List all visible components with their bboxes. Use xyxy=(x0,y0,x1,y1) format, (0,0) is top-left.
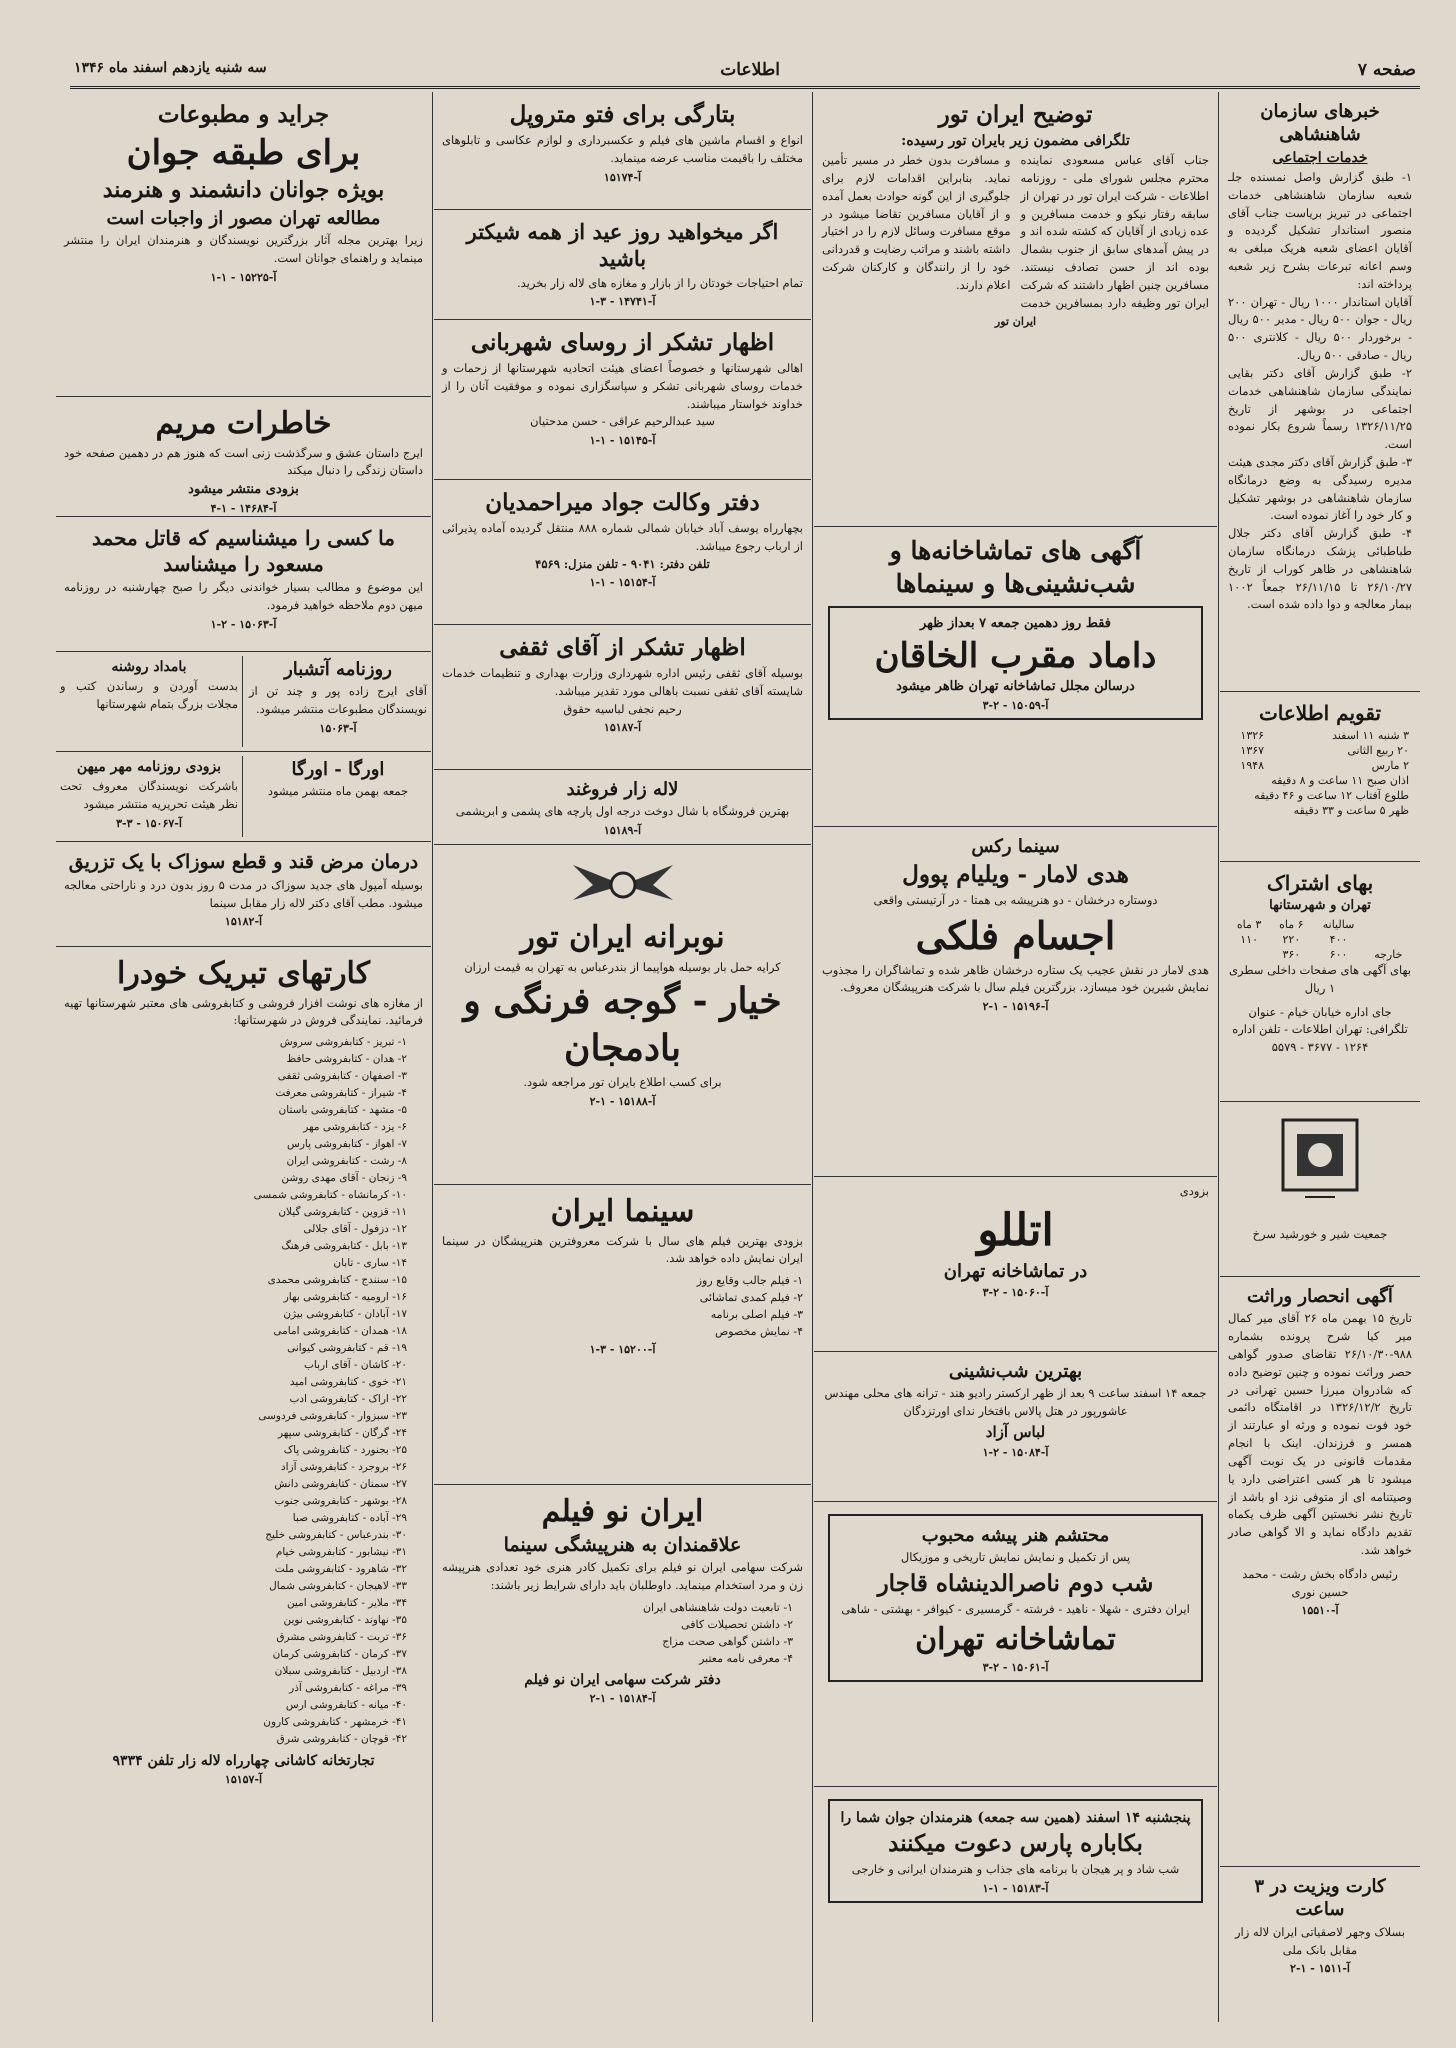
ad-text: پس از تکمیل و نمایش نمایش تاریخی و موزیکال xyxy=(900,1550,1131,1565)
ad-subtitle: تلگرافی مضمون زیر بایران تور رسیده: xyxy=(901,132,1130,149)
notice-sign: رئیس دادگاه بخش رشت - محمد حسین نوری xyxy=(1242,1566,1398,1599)
ad-title: نوبرانه ایران تور xyxy=(520,920,725,955)
atashbar-ad xyxy=(249,656,427,747)
list-item: ۱۹- قم - کتابفروشی کیوانی xyxy=(287,1342,407,1355)
issue-date: سه شنبه یازدهم اسفند ماه ۱۳۴۶ xyxy=(74,60,267,76)
list-item: ۱۶- ارومیه - کتابفروشی بهار xyxy=(283,1291,407,1304)
list-item: ۵- مشهد - کتابفروشی باستان xyxy=(278,1104,407,1117)
royal-org-news xyxy=(1220,92,1420,692)
column-1 xyxy=(1220,92,1420,2022)
ad-text: جمعه بهمن ماه منتشر میشود xyxy=(267,784,409,799)
news-title: خبرهای سازمان شاهنشاهی xyxy=(1260,101,1380,146)
cinema-name: سینما رکس xyxy=(971,836,1060,857)
ad-ref: آ-۱۵۱۸۳ - ۱-۱ xyxy=(982,1881,1049,1895)
list-item: ۳- فیلم اصلی برنامه xyxy=(710,1308,803,1322)
ad-ref: آ-۱۵۰۶۰ - ۲-۳ xyxy=(982,1286,1049,1300)
ad-head: پنجشنبه ۱۴ اسفند (همین سه جمعه) هنرمندان جوان شما را xyxy=(840,1810,1191,1826)
ad-title: بامداد روشنه xyxy=(111,659,187,675)
subscription-title: بهای اشتراک xyxy=(1266,871,1374,895)
ad-title: اورگا - اورگا xyxy=(291,759,385,780)
list-item: ۲- داشتن تحصیلات کافی xyxy=(681,1617,793,1631)
thanks-saghafi-ad xyxy=(434,625,811,770)
list-item: ۴- معرفی نامه معتبر xyxy=(699,1651,793,1665)
column-rule xyxy=(812,92,813,2022)
ad-ref: آ-۱۵۱۷۴ xyxy=(603,170,642,184)
ad-ref: آ-۱۵۰۸۴ - ۲-۱ xyxy=(982,1445,1049,1459)
ad-title: لاله زار فروغند xyxy=(566,779,679,800)
ad-title: محتشم هنر پیشه محبوب xyxy=(921,1525,1110,1546)
ad-subtitle: علاقمندان به هنرپیشگی سینما xyxy=(503,1533,742,1556)
medical-ad xyxy=(56,842,431,947)
ad-title: دفتر وکالت جواد میراحمدیان xyxy=(485,489,760,516)
ad-ref: آ-۱۴۷۴۱ - ۳-۱ xyxy=(589,295,656,309)
newspapers-row xyxy=(56,652,431,752)
soiree-ad xyxy=(814,1352,1217,1502)
ad-ref: ایران تور xyxy=(994,315,1037,329)
ad-text: اهالی شهرستانها و خصوصاً اعضای هیئت اتحادیه شهرستانها از زحمات و خدمات روسای شهربانی تشکر و سپاسگزاری نموده و موفقیت آنان را از خداوند خواستار میباشند. xyxy=(442,360,803,411)
theatre-ad-frame xyxy=(828,606,1203,720)
bamdad-ad xyxy=(60,656,243,747)
list-item: ۲۷- سمنان - کتابفروشی دانش xyxy=(274,1478,407,1491)
news-subtitle: خدمات اجتماعی xyxy=(1272,149,1368,166)
ad-ref: آ-۱۵۱۸۲ xyxy=(224,915,263,929)
list-item: ۱۸- همدان - کتابفروشی امامی xyxy=(273,1325,407,1338)
news-paragraph: ۳- طبق گزارش آقای دکتر مجدی هیئت مدیره رسیدگی به وضع درمانگاه سازمان شاهنشاهی در بوشهر تشکیل و کار خود را آغاز نموده است. xyxy=(1228,454,1412,523)
play-title: شب دوم ناصرالدینشاه قاجار xyxy=(877,1570,1154,1598)
ad-ref: آ-۱۵۵۱۰ xyxy=(1301,1604,1339,1618)
ad-title: درمان مرض قند و قطع سوزاک با یک تزریق xyxy=(68,851,419,873)
cinema-iran-ad xyxy=(434,1185,811,1485)
ad-ref: آ-۱۵۰۶۳ xyxy=(319,722,357,736)
list-item: ۲۹- آباده - کتابفروشی صبا xyxy=(292,1512,407,1525)
notice-title: آگهی انحصار وراثت xyxy=(1247,1286,1393,1307)
ad-sign: سید عبدالرحیم عراقی - حسن مدحتیان xyxy=(530,414,715,429)
play-title: اتللو xyxy=(977,1204,1054,1256)
winged-emblem-icon xyxy=(563,855,683,915)
play-cast: ایران دفتری - شهلا - ناهید - فرشته - گرمسیری - کیوافر - بهشتی - شاهی xyxy=(841,1602,1190,1617)
list-item: ۹- زنجان - آقای مهدی روشن xyxy=(281,1172,407,1185)
news-paragraph: آقایان استاندار ۱۰۰۰ ریال - تهران ۲۰۰ ریال - جوان ۵۰۰ ریال - مدیر ۵۰۰ ریال - برخوردار ۵۰۰ ریال - کلانتری ۵۰۰ ریال - صادقی ۵۰۰ ریال. xyxy=(1228,294,1412,363)
cabaret-pars-ad xyxy=(814,1787,1217,2022)
lalehzar-shop-ad xyxy=(434,770,811,845)
ad-place: در تماشاخانه تهران xyxy=(943,1260,1088,1282)
list-item: ۲۵- بجنورد - کتابفروشی پاک xyxy=(283,1444,407,1457)
ad-text: انواع و اقسام ماشین های فیلم و عکسبرداری و لوازم عکاسی و تابلوهای مختلف را باقیمت مناسب عرضه مینماید. xyxy=(442,132,803,165)
ad-title: برای طبقه جوان xyxy=(126,132,361,173)
list-item: ۱۰- کرمانشاه - کتابفروشی شمسی xyxy=(253,1189,407,1202)
ad-title: خاطرات مریم xyxy=(155,406,332,441)
section-title: جراید و مطبوعات xyxy=(157,101,330,128)
calendar-row: ۲۰ ربیع الثانی ۱۳۶۷ xyxy=(1240,744,1409,757)
ad-text: زیرا بهترین مجله آثار بزرگترین نویسندگان و هنرمندان ایران را منتشر مینماید و راهنمای جوانان است. xyxy=(64,233,423,266)
masoud-murder-ad xyxy=(56,517,431,652)
ad-text: بهترین فروشگاه با شال دوخت درجه اول پارچه های پشمی و ابریشمی xyxy=(455,804,790,819)
list-item: ۴- نمایش مخصوص xyxy=(714,1325,803,1339)
list-item: ۲۳- سبزوار - کتابفروشی فردوسی xyxy=(258,1410,407,1423)
list-item: ۴۰- میانه - کتابفروشی ارس xyxy=(285,1699,407,1712)
column-rule xyxy=(1218,92,1219,2022)
list-item: ۲۱- خوی - کتابفروشی امید xyxy=(289,1376,407,1389)
list-item: ۱- تابعیت دولت شاهنشاهی ایران xyxy=(642,1600,793,1614)
ad-ref: آ-۱۵۱۸۸ - ۱-۲ xyxy=(589,1094,656,1108)
ad-text: بوسیله آقای ثقفی رئیس اداره شهرداری وزارت بهداری و تنظیمات خدمات شایسته آقای ثقفی نسبت باهالی مورد تقدیر میباشد. xyxy=(442,665,803,698)
list-item: ۱۴- ساری - تابان xyxy=(333,1257,407,1270)
mehr-mihan-ad xyxy=(60,756,243,837)
column-rule xyxy=(432,92,433,2022)
requirements-list xyxy=(452,1599,793,1667)
irantour-statement xyxy=(814,92,1217,527)
ad-title: ما کسی را میشناسیم که قاتل محمد مسعود را میشناسد xyxy=(92,526,395,576)
list-item: ۱۱- قزوین - کتابفروشی گیلان xyxy=(278,1206,407,1219)
calendar-row: ظهر ۵ ساعت و ۳۳ دقیقه xyxy=(1293,804,1409,817)
list-item: ۴۱- خرمشهر - کتابفروشی کارون xyxy=(263,1716,407,1729)
ad-place: درسالن مجلل تماشاخانه تهران ظاهر میشود xyxy=(896,679,1135,695)
orga-ad xyxy=(249,756,427,837)
ad-ref: آ-۱۵۰۶۱ - ۲-۳ xyxy=(982,1661,1049,1675)
list-item: ۲۲- اراک - کتابفروشی ادب xyxy=(289,1393,407,1406)
list-item: ۲۶- بروجرد - کتابفروشی آزاد xyxy=(280,1461,407,1474)
news-paragraph: ۴- طبق گزارش آقای دکتر جلال طباطبائی پزشک درمانگاه سازمان شاهنشاهی در ظاهر کوراب از تاریخ ۲۶/۱۰/۲۷ تا ۲۶/۱۱/۱۵ جمعاً ۱۰۰۲ بیمار معالجه و دوا داده شده است. xyxy=(1228,526,1413,612)
ad-sign: رحیم نجفی لباسیه حقوق xyxy=(563,701,682,716)
ad-title: اظهار تشکر از روسای شهربانی xyxy=(470,329,775,356)
ad-ref: آ-۱۵۱۵۷ xyxy=(224,1773,263,1787)
ad-text: برای کسب اطلاع بایران تور مراجعه شود. xyxy=(523,1074,722,1089)
ad-main-text: خیار - گوجه فرنگی و بادمجان xyxy=(463,980,782,1070)
list-item: ۲- هدان - کتابفروشی حافظ xyxy=(286,1053,407,1066)
calendar-row: طلوع آفتاب ۱۲ ساعت و ۴۶ دقیقه xyxy=(1254,789,1409,802)
logo-caption: جمعیت شیر و خورشید سرخ xyxy=(1252,1227,1388,1241)
calendar-table xyxy=(1228,728,1412,818)
ad-title: ایران نو فیلم xyxy=(541,1494,704,1529)
film-title: اجسام فلکی xyxy=(915,913,1116,959)
list-item: ۲۴- گرگان - کتابفروشی سپهر xyxy=(277,1427,407,1440)
ad-text: شرکت سهامی ایران نو فیلم برای تکمیل کادر هنری خود تعدادی هنرپیشه زن و مرد استخدام مینماید. داوطلبان باید دارای شرایط زیر باشند: xyxy=(442,1560,803,1592)
list-item: ۳۸- اردبیل - کتابفروشی سبلان xyxy=(274,1665,407,1678)
ad-title: کارت ویزیت در ۳ ساعت xyxy=(1254,1876,1386,1921)
ad-note: بزودی منتشر میشود xyxy=(188,482,299,498)
news-paragraph: ۲- طبق گزارش آقای دکتر بقایی نمایندگی سازمان شاهنشاهی خدمات اجتماعی در بوشهر از تاریخ ۱۳۲۶/۱۱/۲۵ رسماً شروع بکار نموده است. xyxy=(1228,365,1412,452)
ad-text: بوسیله آمپول های جدید سوزاک در مدت ۵ روز بدون درد و ناراحتی معالجه میشود. مطب آقای دکتر لاله زار مقابل سینما xyxy=(64,877,423,910)
list-item: ۳۰- بندرعباس - کتابفروشی خلیج xyxy=(265,1529,407,1542)
list-item: ۱۳- بابل - کتابفروشی فرهنگ xyxy=(281,1240,407,1253)
list-item: ۱۲- دزفول - آقای جلالی xyxy=(303,1223,407,1236)
ad-ref: آ-۱۵۰۵۹ - ۲-۳ xyxy=(982,699,1049,713)
list-item: ۲- فیلم کمدی تماشائی xyxy=(699,1291,803,1305)
office-address: جای اداره خیابان خیام - عنوان تلگرافی: تهران اطلاعات - تلفن اداره ۱۲۶۴ - ۳۶۷۷ - ۵۵۷۹ xyxy=(1232,1004,1408,1055)
notice-text: تاریخ ۱۵ بهمن ماه ۲۶ آقای میر کمال میر کیا شرح پرونده بشماره ۹۸۸-۲۶/۱۰/۳۰ تقاضای صدور گواهی حصر وراثت نموده و چنین توضیح داده که شادروان میرزا حسین تهرانی در تاریخ ۱۳۲۶/۱۲/۲ در اقامتگاه دائمی خود فوت نموده و ورثه او عبارتند از همسر و فرزندان. اینک با انجام مقدمات قانونی در یک نوبت آگهی میشود تا هر کسی اعتراضی دارد یا وصیتنامه ای از متوفی نزد او باشد از تاریخ نشر نخستین آگهی ظرف یکماه تقدیم دادگاه نماید و الا گواهی صادر خواهد شد. xyxy=(1228,1311,1413,1557)
list-item: ۱۷- آبادان - کتابفروشی بیژن xyxy=(283,1308,407,1321)
ad-text: آقای ایرج زاده پور و چند تن از نویسندگان مطبوعات منتشر میشود. xyxy=(249,684,427,717)
calendar-box xyxy=(1220,692,1420,862)
ad-text: بزودی بهترین فیلم های سال با شرکت معروفترین هنرپیشگان در سینما ایران نمایش داده خواهد شد. xyxy=(442,1233,803,1266)
paper-name: اطلاعات xyxy=(720,60,780,80)
ad-ref: آ-۱۵۱۸۹ xyxy=(603,824,642,838)
ad-text: هدی لامار در نقش عجیب یک ستاره درخشان ظاهر شده و تماشاگران را مجذوب نمایش شیرین خود میسازد. بزرگترین فیلم سال با شرکت هنرپیشگان معروف. xyxy=(822,962,1209,995)
list-item: ۱۵- سنندج - کتابفروشی محمدی xyxy=(267,1274,407,1287)
ad-text: تمام احتیاجات خودتان را از بازار و مغازه های لاله زار بخرید. xyxy=(516,275,803,290)
ad-text: ایرج داستان عشق و سرگذشت زنی است که هنوز هم در دهمین صفحه خود داستان زندگی را دنبال میکند xyxy=(64,445,423,478)
play-title: داماد مقرب الخاقان xyxy=(874,635,1157,676)
list-item: ۴۲- قوچان - کتابفروشی شرق xyxy=(276,1733,407,1746)
ad-title: بکاباره پارس دعوت میکنند xyxy=(888,1830,1143,1858)
othello-ad xyxy=(814,1177,1217,1352)
law-office-ad xyxy=(434,480,811,625)
ad-subtitle: بویژه جوانان دانشمند و هنرمند xyxy=(102,177,385,204)
ad-ref: آ-۱۵۲۲۵ - ۱-۱ xyxy=(210,271,277,284)
logo-box xyxy=(1220,1102,1420,1277)
theatre-ad-frame xyxy=(828,1514,1203,1682)
ad-title: بهترین شب‌نشینی xyxy=(948,1361,1083,1382)
inheritance-notice xyxy=(1220,1277,1420,1867)
subscription-box xyxy=(1220,862,1420,1102)
calendar-row: اذان صبح ۱۱ ساعت و ۸ دقیقه xyxy=(1271,774,1409,787)
page-number: صفحه ۷ xyxy=(1357,60,1416,80)
subscription-table: سالیانه ۶ ماه ۳ ماه ۴۰۰ ۲۲۰ ۱۱۰ خارجه ۶۰۰ ۳۶۰ xyxy=(1236,917,1403,961)
ad-head: بزودی xyxy=(1179,1184,1209,1198)
ad-text: شب شاد و پر هیجان با برنامه های جذاب و هنرمندان ایرانی و خارجی xyxy=(851,1862,1180,1877)
list-item: ۳۱- نیشابور - کتابفروشی خیام xyxy=(275,1546,407,1559)
ad-title: بتارگی برای فتو متروپل xyxy=(509,101,736,128)
greeting-cards-ad xyxy=(56,947,431,2017)
theatre-ads-box xyxy=(814,527,1217,827)
iran-nofilm-ad xyxy=(434,1485,811,1905)
ad-ref: آ-۱۵۱۱ - ۱-۲ xyxy=(1290,1962,1350,1976)
ad-ref: آ-۱۵۱۸۷ xyxy=(603,721,642,735)
newspapers-row-2 xyxy=(56,752,431,842)
list-item: ۷- اهواز - کتابفروشی پارس xyxy=(287,1138,407,1151)
column-3 xyxy=(434,92,811,2022)
theatre-name: تماشاخانه تهران xyxy=(915,1621,1116,1657)
ad-text: بسلاک وجهر لاصقیاتی ایران لاله زار مقابل بانک ملی xyxy=(1234,1924,1405,1957)
list-item: ۴- شیراز - کتابفروشی معرفت xyxy=(275,1087,407,1100)
list-item: ۳۳- لاهیجان - کتابفروشی شمال xyxy=(269,1580,407,1593)
film-stars: هدی لامار - ویلیام پوول xyxy=(902,861,1129,889)
irantour-produce-ad xyxy=(434,845,811,1185)
list-item: ۳۲- شاهرود - کتابفروشی ملت xyxy=(274,1563,407,1576)
list-item: ۲۰- کاشان - آقای ارباب xyxy=(304,1359,407,1372)
thanks-police-ad xyxy=(434,320,811,480)
ad-text: از مغازه های نوشت افزار فروشی و کتابفروشی های معتبر شهرستانها تهیه فرمائید. نمایندگی فروش در شهرستانها: xyxy=(64,995,423,1028)
ad-ref: آ-۱۵۱۴۵ - ۱-۱ xyxy=(589,434,656,448)
list-item: ۶- یزد - کتابفروشی مهر xyxy=(303,1121,407,1134)
list-item: ۱- تبریز - کتابفروشی سروش xyxy=(279,1036,407,1049)
program-list xyxy=(442,1272,803,1340)
calendar-row: ۲ مارس ۱۹۴۸ xyxy=(1240,759,1409,772)
cinema-rex-ad xyxy=(814,827,1217,1177)
ad-ref: آ-۱۵۰۶۳ - ۲-۱ xyxy=(210,617,277,631)
ad-ref: آ-۱۵۱۵۴ - ۱-۱ xyxy=(589,576,656,590)
red-lion-sun-emblem-icon xyxy=(1275,1112,1365,1222)
list-item: ۱- فیلم جالب وقایع روز xyxy=(696,1274,803,1288)
ad-footer: تجارتخانه کاشانی چهارراه لاله زار تلفن ۹۳۳۴ xyxy=(112,1753,375,1770)
ad-text: بدست آوردن و رساندن کتب و مجلات بزرگ بتمام شهرستانها xyxy=(60,679,238,711)
column-4 xyxy=(56,92,431,2022)
calendar-row: ۳ شنبه ۱۱ اسفند ۱۳۲۶ xyxy=(1240,729,1409,742)
list-item: ۲۸- بوشهر - کتابفروشی جنوب xyxy=(274,1495,407,1508)
ad-title: کارتهای تبریک خودرا xyxy=(117,956,370,991)
visit-card-ad xyxy=(1220,1867,1420,2007)
ad-title: روزنامه آتشبار xyxy=(284,659,392,680)
ad-text: جناب آقای عباس مسعودی نماینده محترم مجلس شورای ملی - روزنامه اطلاعات - شرکت ایران تور در تهران از سابقه رفتار نیکو و خدمت مسافرین و عده زیادی از آقایان که کشته شده اند و در پیش آمدهای سابق از جنوب بشمال بوده اند از حسن تصادف نیستند. مسافرین چنین اظهار داشتند که شرکت ایران تور وظیفه دارد بمسافرین خدمت و مسافرت بدون خطر در مسیر تأمین نماید. بنابراین اقدامات لازم برای جلوگیری از این گونه حوادث بعمل آمده و از آقایان مسافرین تقاضا میشود در موقع مسافرت وسائل لازم را در اختیار داشته باشند و مراتب رضایت و قدردانی خود را از رانندگان و کارکنان شرکت اعلام دارند. xyxy=(822,153,1209,310)
ad-title: اگر میخواهید روز عید از همه شیکتر باشید xyxy=(466,219,779,272)
cinema-name: سینما ایران xyxy=(550,1194,695,1229)
ad-sign: دفتر شرکت سهامی ایران نو فیلم xyxy=(524,1672,721,1688)
ad-ref: آ-۱۵۱۹۶ - ۱-۲ xyxy=(982,1000,1049,1014)
ad-ref: آ-۱۵۰۶۷ - ۳-۳ xyxy=(116,816,182,830)
ad-note: لباس آزاد xyxy=(985,1423,1046,1442)
eid-ad xyxy=(434,210,811,320)
ad-text: بچهارراه یوسف آباد خیابان شمالی شماره ۸۸۸ منتقل گردیده آماده پذیرائی از ارباب رجوع میباشد. xyxy=(442,520,803,553)
ad-title: اظهار تشکر از آقای ثقفی xyxy=(499,634,746,661)
calendar-title: تقویم اطلاعات xyxy=(1258,701,1382,725)
page-header xyxy=(70,60,1420,89)
ad-phone: تلفن دفتر: ۹۰۴۱ - تلفن منزل: ۴۵۶۹ xyxy=(535,556,710,571)
list-item: ۳۵- نهاوند - کتابفروشی نوین xyxy=(283,1614,407,1627)
subscription-head: تهران و شهرستانها xyxy=(1269,898,1371,913)
list-item: ۸- رشت - کتابفروشی ایران xyxy=(286,1155,407,1168)
list-item: ۳۴- ملایر - کتابفروشی امین xyxy=(286,1597,407,1610)
ad-title: بزودی روزنامه مهر میهن xyxy=(76,759,222,775)
mohtasham-ad xyxy=(814,1502,1217,1787)
maryam-memoirs-ad xyxy=(56,397,431,517)
ad-text: باشرکت نویسندگان معروف تحت نظر هیئت تحریریه منتشر میشود xyxy=(60,779,238,811)
ad-title: توضیح ایران تور xyxy=(938,101,1093,128)
column-2 xyxy=(814,92,1217,2022)
list-item: ۳۶- تربت - کتابفروشی مشرق xyxy=(276,1631,407,1644)
ad-subtitle: کرایه حمل بار بوسیله هواپیما از بندرعباس به تهران به قیمت ارزان xyxy=(464,959,781,974)
ad-text: جمعه ۱۴ اسفند ساعت ۹ بعد از ظهر ارکستر رادیو هند - ترانه های محلی مهندس عاشورپور در هتل پالاس بافتخار ندای اورتزدگان xyxy=(824,1386,1207,1419)
list-item: ۳- اصفهان - کتابفروشی ثقفی xyxy=(277,1070,407,1083)
subscription-note: بهای آگهی های صفحات داخلی سطری ۱ ریال xyxy=(1229,962,1411,995)
news-paragraph: ۱- طبق گزارش واصل نمسنده جلـ شعبه سازمان شاهنشاهی خدمات اجتماعی در تبریز بریاست جناب آقای منصور استاندار تشکیل گردیده و آقایان اعضای شعبه هریک مبلغی به وسم اعانه تبرعات بشرح زیر شعبه پرداخته اند: xyxy=(1228,169,1412,291)
ad-ref: آ-۱۴۶۸۴ - ۱-۴ xyxy=(210,502,277,516)
list-item: ۳۹- مراغه - کتابفروشی آذر xyxy=(289,1682,407,1695)
ad-head: فقط روز دهمین جمعه ۷ بعداز ظهر xyxy=(920,616,1111,631)
section-title: آگهی های تماشاخانه‌ها و شب‌نشینی‌ها و سینماها xyxy=(889,536,1142,598)
ad-text: این موضوع و مطالب بسیار خواندنی دیگر را صبح چهارشنبه در روزنامه میهن دوم ملاحظه خواهید فرمود. xyxy=(64,580,423,612)
tehran-mosavar-ad xyxy=(56,92,431,397)
ad-subtitle: مطالعه تهران مصور از واجبات است xyxy=(106,207,381,229)
ad-text: دوستاره درخشان - دو هنرپیشه بی همتا - در آرتیستی واقعی xyxy=(873,893,1158,908)
list-item: ۳- داشتن گواهی صحت مزاج xyxy=(662,1634,793,1648)
cabaret-ad-frame xyxy=(828,1799,1203,1903)
metropol-ad xyxy=(434,92,811,210)
dealers-list xyxy=(64,1034,407,1748)
list-item: ۳۷- کرمان - کتابفروشی کرمان xyxy=(272,1648,407,1661)
ad-ref: آ-۱۵۲۰۰ - ۳-۱ xyxy=(589,1343,656,1357)
ad-ref: آ-۱۵۱۸۴ - ۱-۲ xyxy=(589,1692,656,1706)
